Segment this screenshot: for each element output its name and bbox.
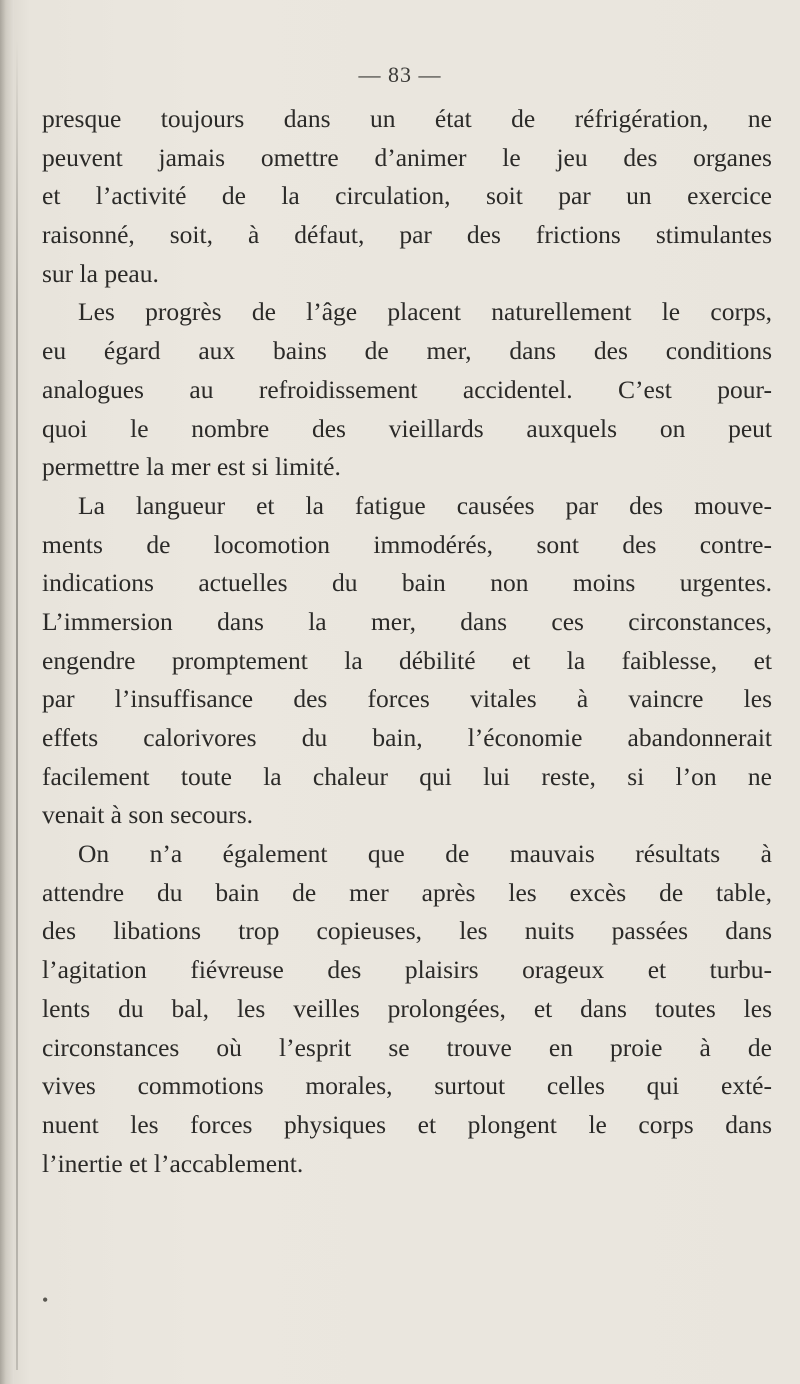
text-line: et l’activité de la circulation, soit par un exercice: [42, 181, 772, 211]
text-line: vives commotions morales, surtout celles qui exté-: [42, 1071, 772, 1101]
text-line: eu égard aux bains de mer, dans des conditions: [42, 336, 772, 366]
text-line: raisonné, soit, à défaut, par des frictions stimulantes: [42, 220, 772, 250]
text-line: des libations trop copieuses, les nuits passées dans: [42, 916, 772, 946]
text-line: l’inertie et l’accablement.: [42, 1148, 304, 1178]
text-line: analogues au refroidissement accidentel. C’est pour-: [42, 374, 772, 404]
text-line: lents du bal, les veilles prolongées, et dans toutes les: [42, 993, 772, 1023]
text-line: ments de locomotion immodérés, sont des contre-: [42, 529, 772, 559]
text-line: Les progrès de l’âge placent naturellement le corps,: [78, 297, 772, 327]
page-number: — 83 —: [358, 62, 442, 87]
body-text: [42, 100, 772, 1183]
text-line: effets calorivores du bain, l’économie abandonnerait: [42, 723, 772, 752]
text-line: par l’insuffisance des forces vitales à vaincre les: [42, 684, 772, 714]
text-line: peuvent jamais omettre d’animer le jeu des organes: [42, 142, 772, 172]
text-line: presque toujours dans un état de réfrigération, ne: [42, 104, 772, 133]
text-line: L’immersion dans la mer, dans ces circonstances,: [42, 606, 772, 636]
text-line: La langueur et la fatigue causées par des mouve-: [78, 490, 772, 520]
text-line: nuent les forces physiques et plongent le corps dans: [42, 1109, 772, 1139]
text-line: quoi le nombre des vieillards auxquels on peut: [42, 413, 772, 443]
text-line: indications actuelles du bain non moins urgentes.: [42, 568, 772, 598]
paragraph: [42, 293, 772, 486]
text-line: permettre la mer est si limité.: [42, 452, 341, 482]
paragraph: [42, 487, 772, 835]
text-line: facilement toute la chaleur qui lui reste, si l’on ne: [42, 761, 772, 791]
paragraph: [42, 835, 772, 1183]
text-line: venait à son secours.: [42, 800, 254, 830]
text-line: engendre promptement la débilité et la faiblesse, et: [42, 645, 772, 675]
footer-mark: •: [42, 1290, 49, 1310]
text-line: On n’a également que de mauvais résultats à: [78, 839, 772, 869]
text-line: l’agitation fiévreuse des plaisirs orageux et turbu-: [42, 955, 772, 985]
paragraph: [42, 100, 772, 293]
text-line: sur la peau.: [42, 258, 159, 288]
text-line: circonstances où l’esprit se trouve en proie à de: [42, 1032, 772, 1062]
gutter-edge-line: [16, 40, 18, 1370]
page-gutter-shadow: [0, 0, 14, 1384]
text-line: attendre du bain de mer après les excès de table,: [42, 877, 772, 907]
